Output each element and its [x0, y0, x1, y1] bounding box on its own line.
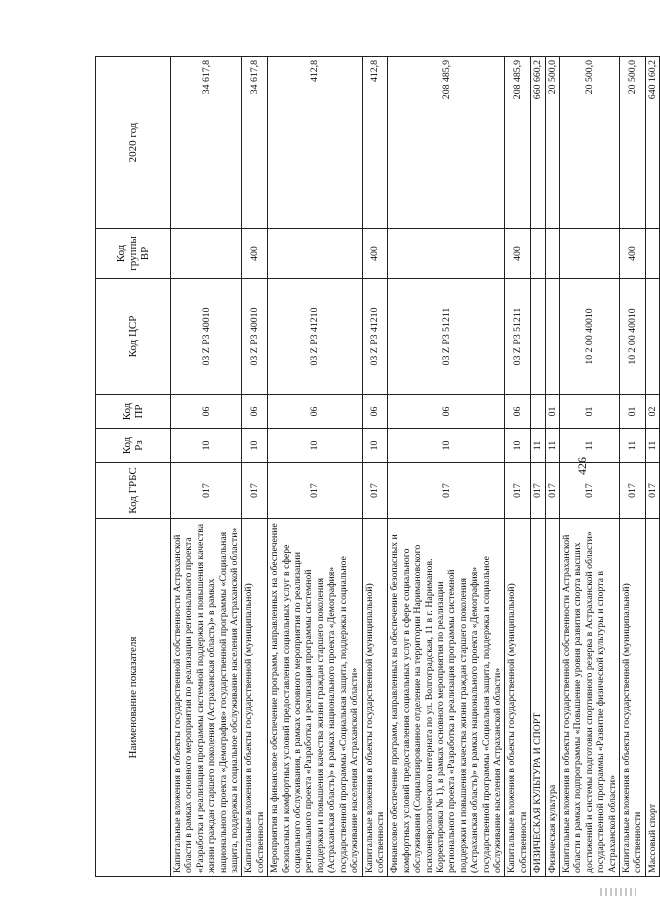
- header-rz: Код Рз: [96, 429, 171, 463]
- cell-rz: 10: [505, 429, 531, 463]
- cell-grbs: 017: [645, 463, 659, 519]
- table-row: [505, 57, 531, 877]
- cell-rz: 10: [242, 429, 268, 463]
- cell-amount: 412,8: [362, 57, 388, 229]
- header-vr: Код группы ВР: [96, 229, 171, 279]
- cell-amount: 34 617,8: [242, 57, 268, 229]
- cell-grbs: 017: [242, 463, 268, 519]
- header-row: [96, 57, 171, 877]
- cell-pr: 06: [171, 395, 242, 429]
- cell-rz: 10: [388, 429, 505, 463]
- page-number: 426: [575, 457, 589, 475]
- cell-rz: 10: [171, 429, 242, 463]
- cell-name: Капитальные вложения в объекты государственной (муниципальной) собственности: [242, 519, 268, 877]
- cell-amount: 208 485,9: [388, 57, 505, 229]
- cell-grbs: 017: [531, 463, 545, 519]
- cell-pr: 06: [388, 395, 505, 429]
- cell-pr: 01: [560, 395, 620, 429]
- cell-csr: [531, 279, 545, 395]
- cell-grbs: 017: [388, 463, 505, 519]
- cell-name: Мероприятия на финансовое обеспечение программ, направленных на обеспечение безопасных и комфортных условий предоставления социальных услуг в сфере социального обслуживания, в рамках основного мероприятия по реализации регионального проекта «Разработка и реализация программы системной поддержки и повышения качества жизни граждан старшего поколения (Астраханская область)» в рамках национального проекта «Демография» государственной программы «Социальная защита, поддержка и социальное обслуживание населения Астраханской области»: [268, 519, 362, 877]
- table-row: [388, 57, 505, 877]
- cell-amount: 208 485,9: [505, 57, 531, 229]
- table-row: [620, 57, 646, 877]
- header-name: Наименование показателя: [96, 519, 171, 877]
- header-year: 2020 год: [96, 57, 171, 229]
- table-row: [268, 57, 362, 877]
- table-row: [242, 57, 268, 877]
- cell-pr: 01: [545, 395, 559, 429]
- cell-vr: [531, 229, 545, 279]
- cell-csr: 03 Z P3 51211: [388, 279, 505, 395]
- header-csr: Код ЦСР: [96, 279, 171, 395]
- cell-rz: 11: [531, 429, 545, 463]
- table-row: [560, 57, 620, 877]
- cell-name: Капитальные вложения в объекты государственной собственности Астраханской области в рамках основного мероприятия по реализации регионального проекта «Разработка и реализация программы системной поддержки и повышения качества жизни граждан старшего поколения (Астраханская область)» в рамках национального проекта «Демография» государственной программы «Социальная защита, поддержка и социальное обслуживание населения Астраханской области»: [171, 519, 242, 877]
- cell-name: Капитальные вложения в объекты государственной (муниципальной) собственности: [620, 519, 646, 877]
- cell-pr: 01: [620, 395, 646, 429]
- cell-vr: [645, 229, 659, 279]
- cell-pr: 06: [268, 395, 362, 429]
- cell-rz: 10: [268, 429, 362, 463]
- cell-vr: [545, 229, 559, 279]
- cell-amount: 20 500,0: [545, 57, 559, 229]
- cell-vr: 400: [362, 229, 388, 279]
- cell-grbs: 017: [171, 463, 242, 519]
- cell-name: Физическая культура: [545, 519, 559, 877]
- cell-amount: 660 660,2: [531, 57, 545, 229]
- cell-name: Капитальные вложения в объекты государственной (муниципальной) собственности: [362, 519, 388, 877]
- cell-pr: 06: [242, 395, 268, 429]
- scan-noise: [600, 888, 636, 896]
- budget-table: [95, 56, 660, 877]
- table-row: [645, 57, 659, 877]
- table-row: [545, 57, 559, 877]
- cell-pr: 06: [505, 395, 531, 429]
- cell-pr: [531, 395, 545, 429]
- cell-vr: [268, 229, 362, 279]
- cell-rz: 11: [560, 429, 620, 463]
- cell-amount: 20 500,0: [560, 57, 620, 229]
- cell-csr: 03 Z P3 51211: [505, 279, 531, 395]
- cell-rz: 11: [545, 429, 559, 463]
- cell-grbs: 017: [545, 463, 559, 519]
- cell-grbs: 017: [268, 463, 362, 519]
- cell-grbs: 017: [505, 463, 531, 519]
- cell-vr: [560, 229, 620, 279]
- cell-amount: 20 500,0: [620, 57, 646, 229]
- cell-rz: 11: [645, 429, 659, 463]
- table-row: [171, 57, 242, 877]
- cell-pr: 06: [362, 395, 388, 429]
- cell-name: Финансовое обеспечение программ, направленных на обеспечение безопасных и комфортных условий предоставления социальных услуг в сфере социального обслуживания (Социализированное отделение на территории Наримановского психоневрологического интерната по ул. Волгоградская, 11 в г. Нариманов. Корректировка № 1), в рамках основного мероприятия по реализации регионального проекта «Разработка и реализация программы системной поддержки и повышения качества жизни граждан старшего поколения (Астраханская область)» в рамках национального проекта «Демография» государственной программы «Социальная защита, поддержка и социальное обслуживание населения Астраханской области»: [388, 519, 505, 877]
- cell-csr: [645, 279, 659, 395]
- cell-amount: 640 160,2: [645, 57, 659, 229]
- cell-grbs: 017: [620, 463, 646, 519]
- cell-pr: 02: [645, 395, 659, 429]
- cell-csr: 03 Z P3 41210: [362, 279, 388, 395]
- header-pr: Код ПР: [96, 395, 171, 429]
- cell-csr: 10 2 00 40010: [560, 279, 620, 395]
- cell-grbs: 017: [362, 463, 388, 519]
- cell-grbs: 017: [560, 463, 620, 519]
- table-row: [362, 57, 388, 877]
- cell-amount: 412,8: [268, 57, 362, 229]
- cell-name: Капитальные вложения в объекты государственной собственности Астраханской области в рамках подпрограммы «Повышение уровня развития спорта высших достижений и системы подготовки спортивного резерва в Астраханской области» государственной программы «Развитие физической культуры и спорта в Астраханской области»: [560, 519, 620, 877]
- cell-csr: 03 Z P3 40010: [242, 279, 268, 395]
- cell-csr: 03 Z P3 41210: [268, 279, 362, 395]
- cell-csr: 03 Z P3 40010: [171, 279, 242, 395]
- cell-rz: 10: [362, 429, 388, 463]
- cell-vr: 400: [242, 229, 268, 279]
- cell-vr: [171, 229, 242, 279]
- cell-amount: 34 617,8: [171, 57, 242, 229]
- table-row: [531, 57, 545, 877]
- cell-vr: 400: [620, 229, 646, 279]
- cell-name: ФИЗИЧЕСКАЯ КУЛЬТУРА И СПОРТ: [531, 519, 545, 877]
- header-grbs: Код ГРБС: [96, 463, 171, 519]
- cell-name: Массовый спорт: [645, 519, 659, 877]
- cell-csr: [545, 279, 559, 395]
- cell-csr: 10 2 00 40010: [620, 279, 646, 395]
- cell-name: Капитальные вложения в объекты государственной (муниципальной) собственности: [505, 519, 531, 877]
- cell-vr: 400: [505, 229, 531, 279]
- cell-vr: [388, 229, 505, 279]
- cell-rz: 11: [620, 429, 646, 463]
